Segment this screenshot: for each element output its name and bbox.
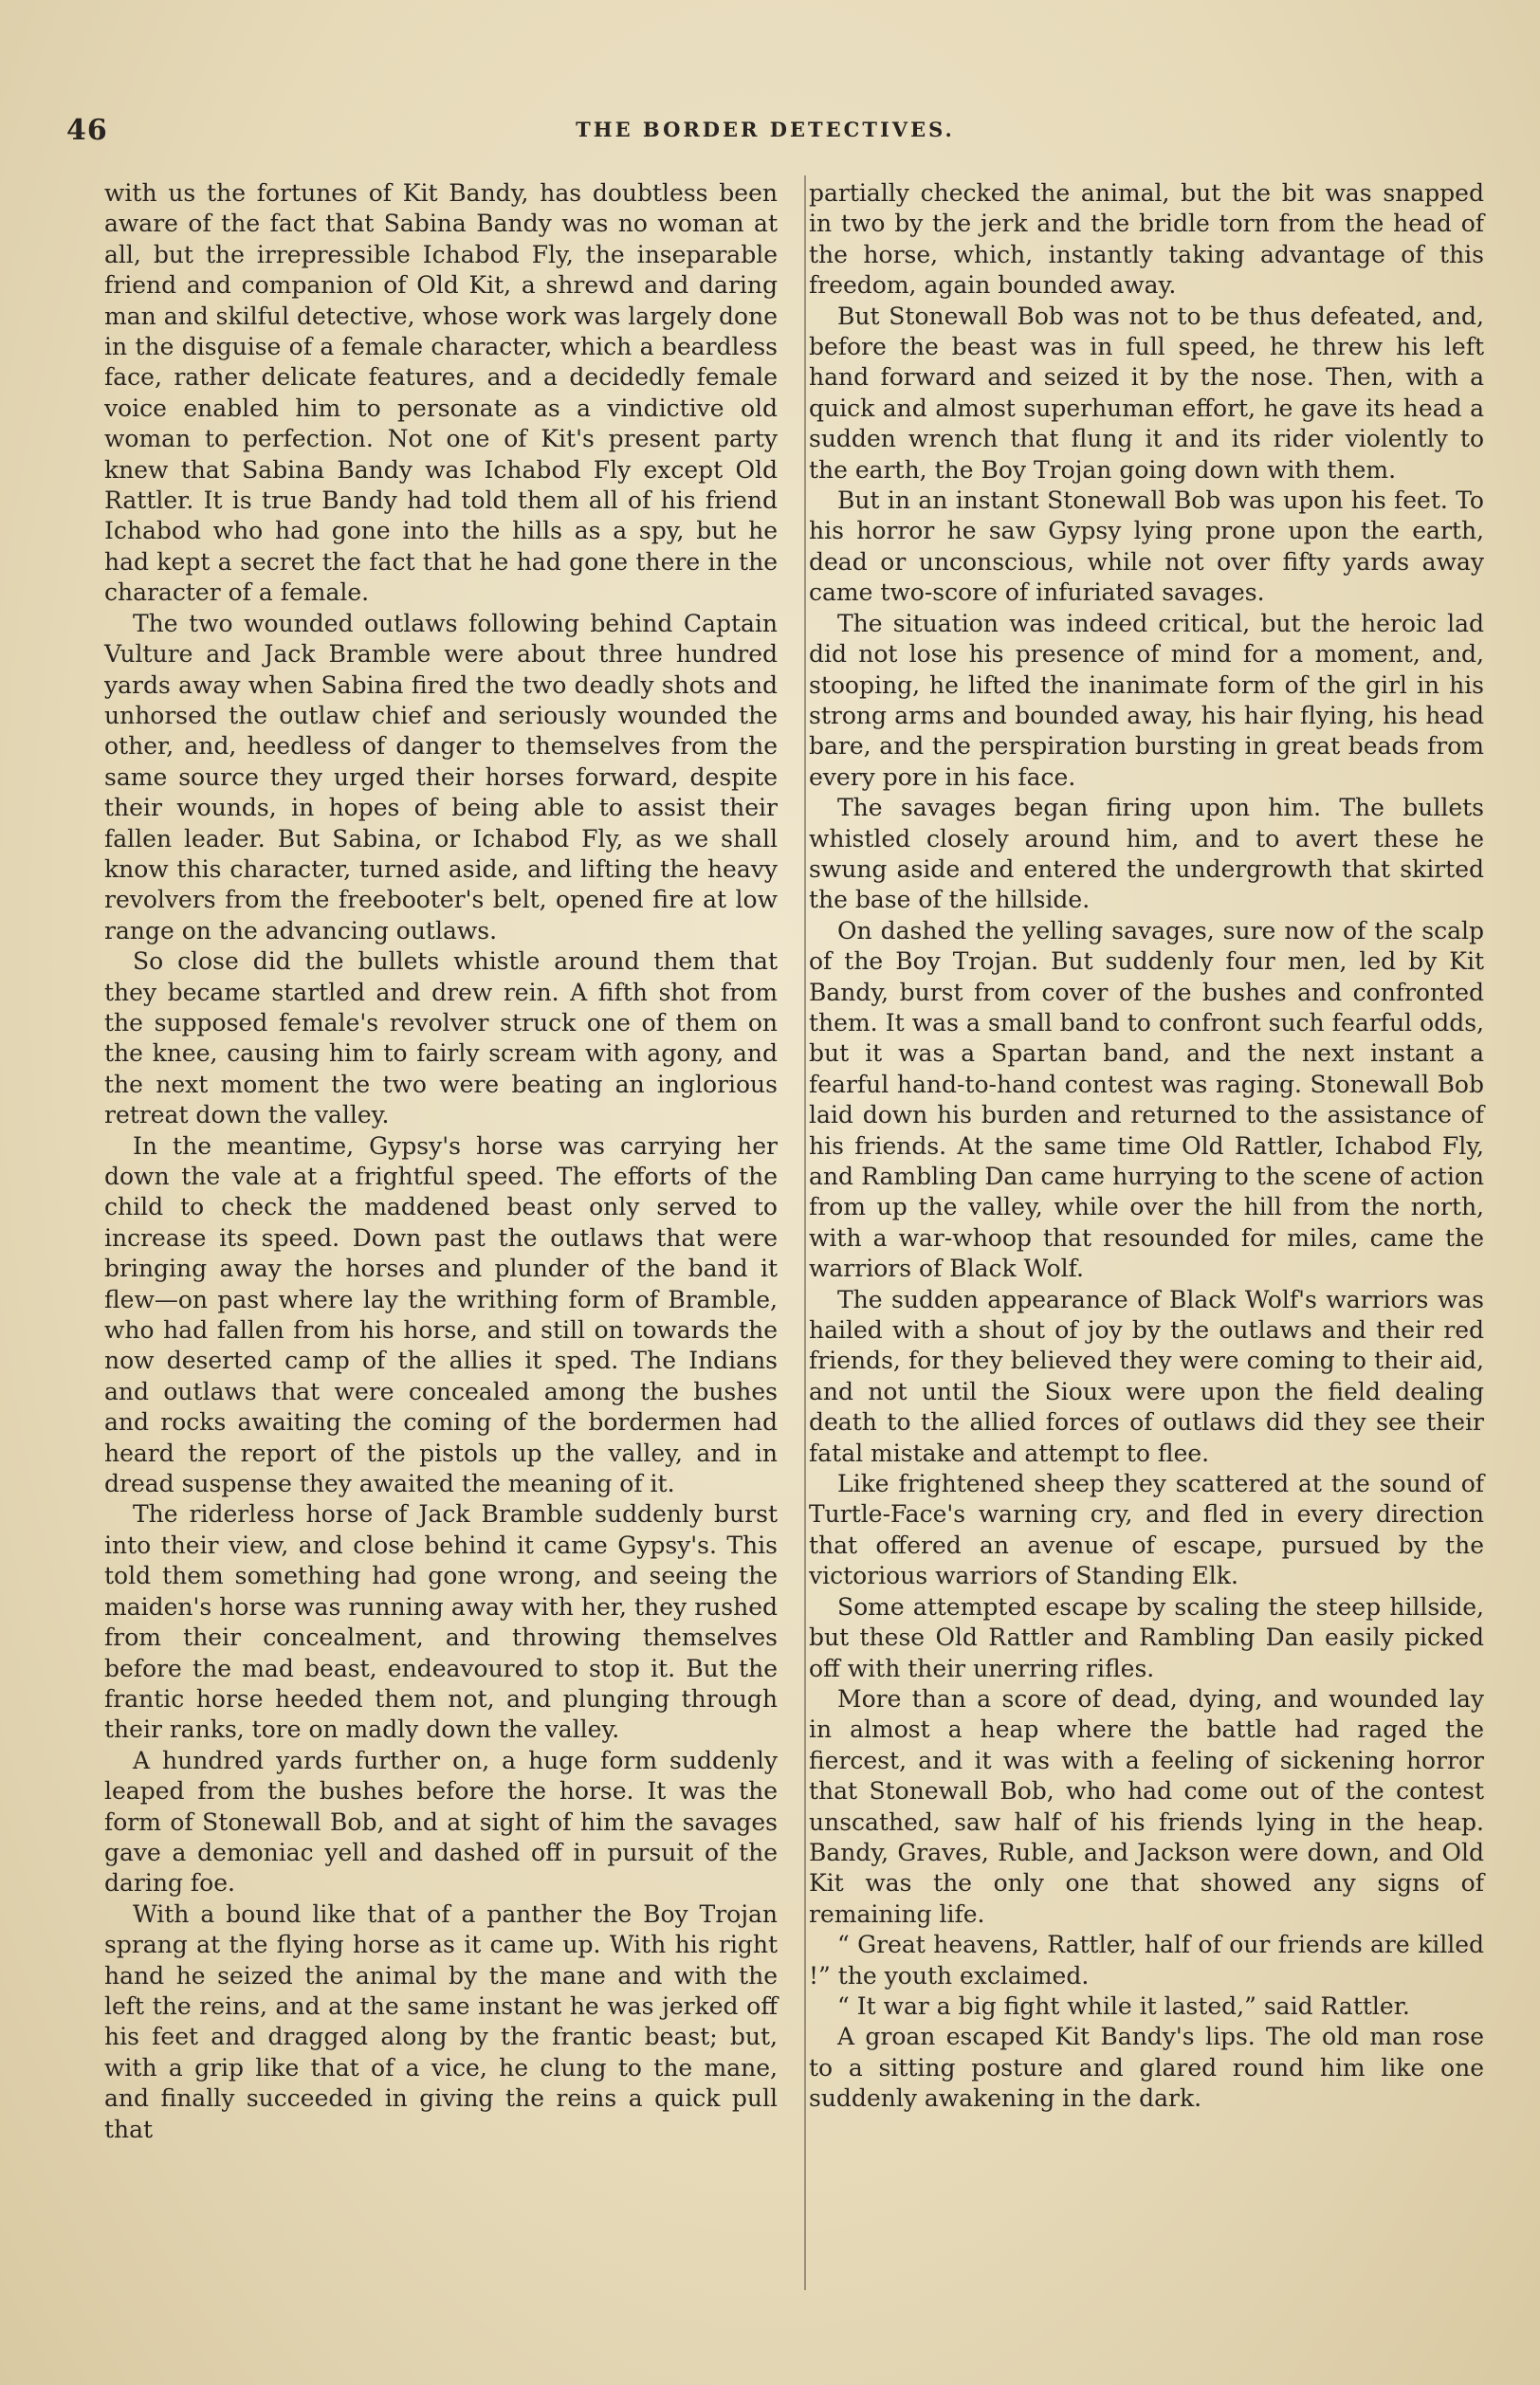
paragraph: Like frightened sheep they scattered at the sound of Turtle-Face's warning cry, and fled in every direction that offered an avenue of escape, pursued by the victorious warriors of Standing Elk. [809, 1470, 1484, 1590]
paragraph: With a bound like that of a panther the Boy Trojan sprang at the flying horse as it came up. With his right hand he seized the animal by the mane and with the left the reins, and at the same instant he was jerked off his feet and dragged along by the frantic beast; but, with a grip like that of a vice, he clung to the mane, and finally succeeded in giving the reins a quick pull that [104, 1899, 778, 2143]
paragraph: The riderless horse of Jack Bramble suddenly burst into their view, and close behind it came Gypsy's. This told them something had gone wrong, and seeing the maiden's horse was running away with her, they rushed from their concealment, and throwing themselves before the mad beast, endeavoured to stop it. But the frantic horse heeded them not, and plunging through their ranks, tore on madly down the valley. [104, 1500, 778, 1744]
paragraph: “ It war a big fight while it lasted,” said Rattler. [837, 1991, 1410, 2020]
paragraph: More than a score of dead, dying, and wounded lay in almost a heap where the battle had raged the fiercest, and it was with a feeling of sickening horror that Stonewall Bob, who had come out of the contest unscathed, saw half of his friends lying in the heap. Bandy, Graves, Ruble, and Jackson were down, and Old Kit was the only one that showed any signs of remaining life. [809, 1684, 1484, 1928]
column-divider [804, 175, 806, 2290]
paragraph: A hundred yards further on, a huge form suddenly leaped from the bushes before the horse. It was the form of Stonewall Bob, and at sight of him the savages gave a demoniac yell and dashed off in pursuit of the daring foe. [104, 1746, 778, 1898]
paragraph: The sudden appearance of Black Wolf's warriors was hailed with a shout of joy by the outlaws and their red friends, for they believed they were coming to their aid, and not until the Sioux were upon the field dealing death to the allied forces of outlaws did they see their fatal mistake and attempt to flee. [809, 1285, 1484, 1467]
left-column [104, 178, 778, 2145]
page-header [66, 114, 1464, 152]
paragraph: In the meantime, Gypsy's horse was carrying her down the vale at a frightful speed. The efforts of the child to check the maddened beast only served to increase its speed. Down past the outlaws that were bringing away the horses and plunder of the band it flew—on past where lay the writhing form of Bramble, who had fallen from his horse, and still on towards the now deserted camp of the allies it sped. The Indians and outlaws that were concealed among the bushes and rocks awaiting the coming of the bordermen had heard the report of the pistols up the valley, and in dread suspense they awaited the meaning of it. [104, 1131, 778, 1498]
paragraph: The savages began firing upon him. The bullets whistled closely around him, and to avert these he swung aside and entered the undergrowth that skirted the base of the hillside. [809, 794, 1484, 914]
paragraph: with us the fortunes of Kit Bandy, has doubtless been aware of the fact that Sabina Bandy was no woman at all, but the irrepressible Ichabod Fly, the inseparable friend and companion of Old Kit, a shrewd and daring man and skilful detective, whose work was largely done in the disguise of a female character, which a beardless face, rather delicate features, and a decidedly female voice enabled him to personate as a vindictive old woman to perfection. Not one of Kit's present party knew that Sabina Bandy was Ichabod Fly except Old Rattler. It is true Bandy had told them all of his friend Ichabod who had gone into the hills as a spy, but he had kept a secret the fact that he had gone there in the character of a female. [104, 179, 778, 607]
page-number: 46 [66, 114, 108, 147]
paragraph: But in an instant Stonewall Bob was upon his feet. To his horror he saw Gypsy lying prone upon the earth, dead or unconscious, while not over fifty yards away came two-score of infuriated savages. [809, 486, 1484, 607]
paragraph: A groan escaped Kit Bandy's lips. The old man rose to a sitting posture and glared round him like one suddenly awakening in the dark. [809, 2023, 1484, 2113]
paragraph: On dashed the yelling savages, sure now of the scalp of the Boy Trojan. But suddenly four men, led by Kit Bandy, burst from cover of the bushes and confronted them. It was a small band to confront such fearful odds, but it was a Spartan band, and the next instant a fearful hand-to-hand contest was raging. Stonewall Bob laid down his burden and returned to the assistance of his friends. At the same time Old Rattler, Ichabod Fly, and Rambling Dan came hurrying to the scene of action from up the valley, while over the hill from the north, with a war-whoop that resounded for miles, came the warriors of Black Wolf. [809, 916, 1484, 1283]
paragraph: So close did the bullets whistle around them that they became startled and drew rein. A fifth shot from the supposed female's revolver struck one of them on the knee, causing him to fairly scream with agony, and the next moment the two were beating an inglorious retreat down the valley. [104, 947, 778, 1129]
running-title: THE BORDER DETECTIVES. [576, 118, 955, 141]
paragraph: “ Great heavens, Rattler, half of our friends are killed !” the youth exclaimed. [809, 1931, 1484, 1990]
paragraph: partially checked the animal, but the bit was snapped in two by the jerk and the bridle torn from the head of the horse, which, instantly taking advantage of this freedom, again bounded away. [809, 179, 1484, 300]
paragraph: But Stonewall Bob was not to be thus defeated, and, before the beast was in full speed, he threw his left hand forward and seized it by the nose. Then, with a quick and almost superhuman effort, he gave its head a sudden wrench that flung it and its rider violently to the earth, the Boy Trojan going down with them. [809, 302, 1484, 484]
paragraph: Some attempted escape by scaling the steep hillside, but these Old Rattler and Rambling Dan easily picked off with their unerring rifles. [809, 1592, 1484, 1682]
right-column [809, 178, 1484, 2115]
paragraph: The situation was indeed critical, but the heroic lad did not lose his presence of mind for a moment, and, stooping, he lifted the inanimate form of the girl in his strong arms and bounded away, his hair flying, his head bare, and the perspiration bursting in great beads from every pore in his face. [809, 609, 1484, 791]
paragraph: The two wounded outlaws following behind Captain Vulture and Jack Bramble were about three hundred yards away when Sabina fired the two deadly shots and unhorsed the outlaw chief and seriously wounded the other, and, heedless of danger to themselves from the same source they urged their horses forward, despite their wounds, in hopes of being able to assist their fallen leader. But Sabina, or Ichabod Fly, as we shall know this character, turned aside, and lifting the heavy revolvers from the freebooter's belt, opened fire at low range on the advancing outlaws. [104, 609, 778, 945]
